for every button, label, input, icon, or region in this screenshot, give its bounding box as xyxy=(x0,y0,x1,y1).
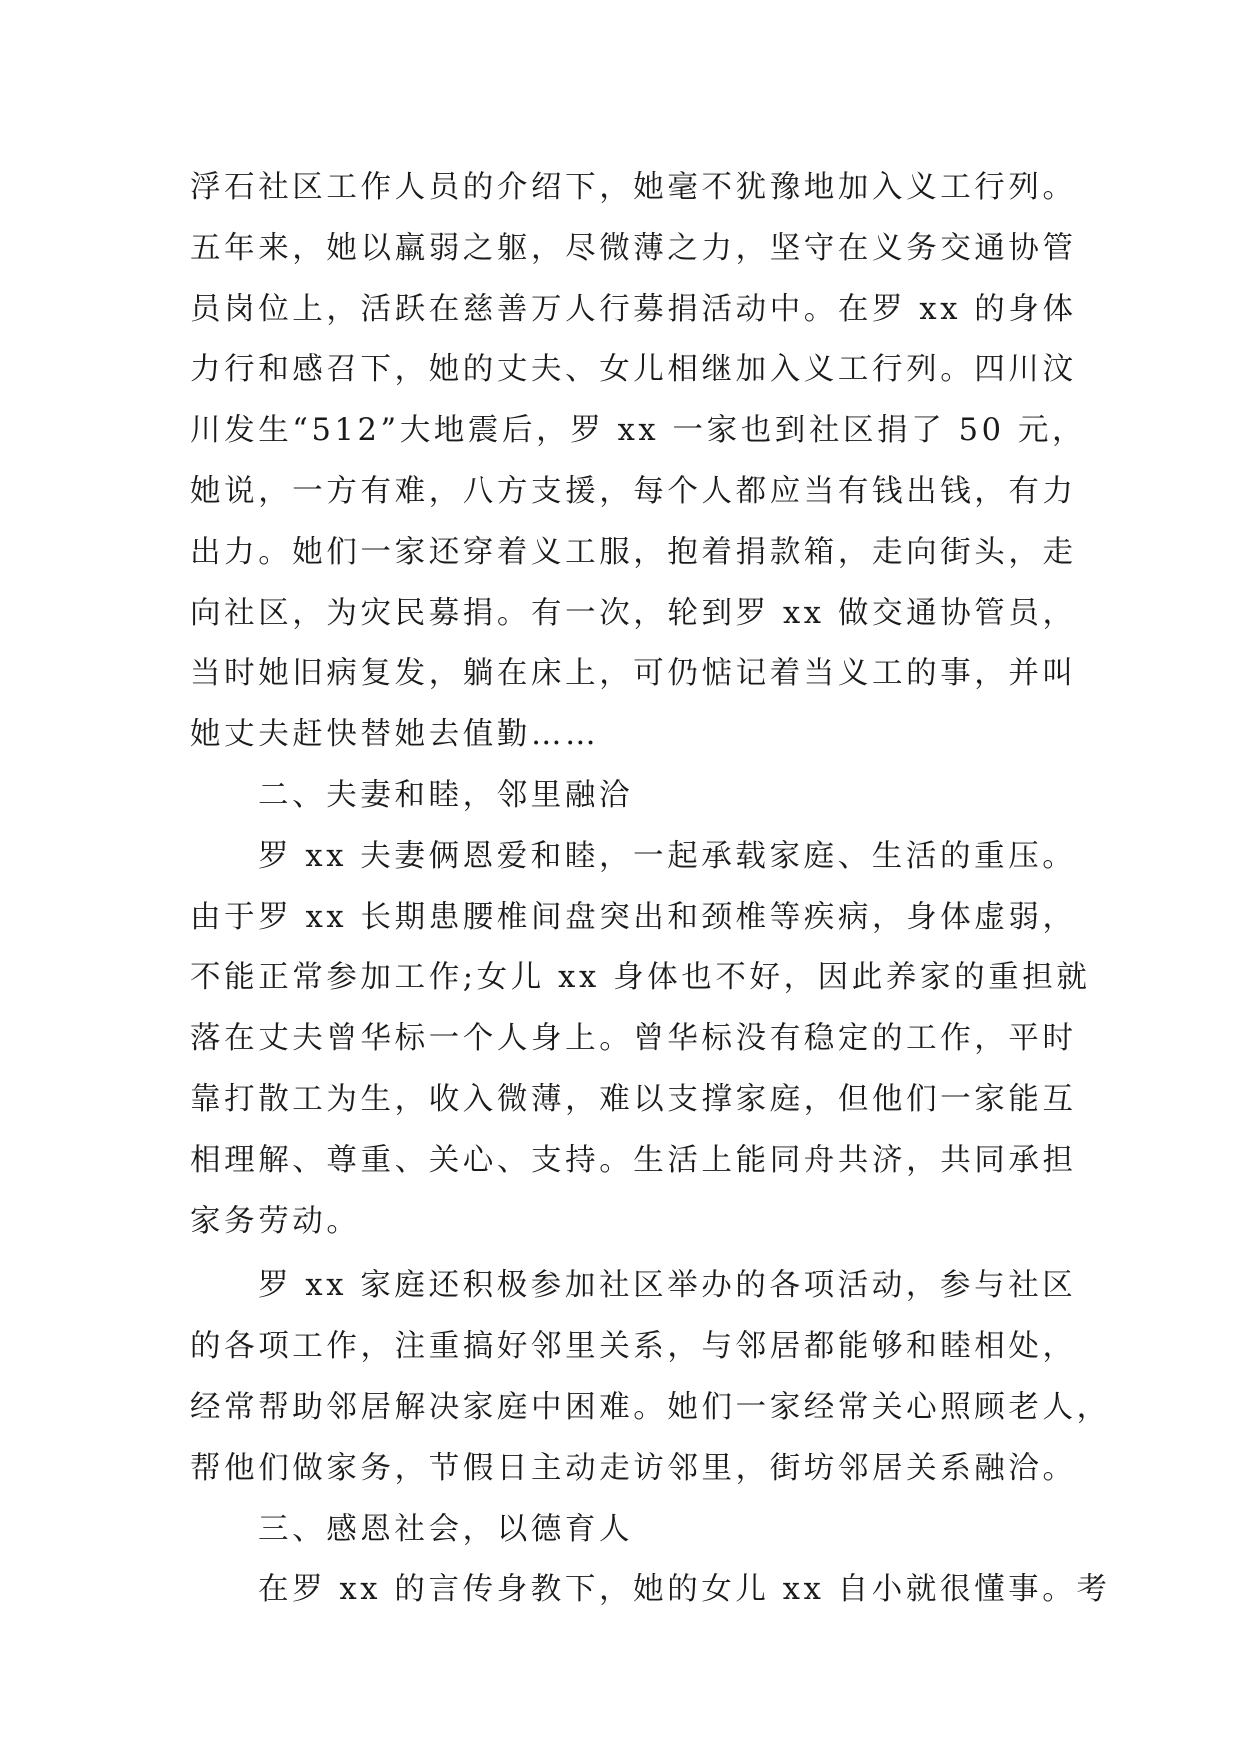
text-line: 川发生“512”大地震后，罗 xx 一家也到社区捐了 50 元， xyxy=(190,413,1087,449)
text-line: 员岗位上，活跃在慈善万人行募捐活动中。在罗 xx 的身体 xyxy=(190,291,1077,327)
text-line: 的各项工作，注重搞好邻里关系，与邻居都能够和睦相处， xyxy=(190,1329,1077,1365)
text-line: 力行和感召下，她的丈夫、女儿相继加入义工行列。四川汶 xyxy=(190,352,1077,388)
text-line: 她丈夫赶快替她去值勤…… xyxy=(190,717,600,753)
text-line: 浮石社区工作人员的介绍下，她毫不犹豫地加入义工行列。 xyxy=(190,170,1077,205)
section-heading: 三、感恩社会，以德育人 xyxy=(258,1511,634,1547)
paragraph-first-line: 在罗 xx 的言传身教下，她的女儿 xx 自小就很懂事。考 xyxy=(258,1572,1111,1608)
text-line: 不能正常参加工作;女儿 xx 身体也不好，因此养家的重担就 xyxy=(190,960,1091,996)
paragraph-first-line: 罗 xx 夫妻俩恩爱和睦，一起承载家庭、生活的重压。 xyxy=(258,838,1077,874)
text-line: 向社区，为灾民募捐。有一次，轮到罗 xx 做交通协管员， xyxy=(190,595,1077,631)
text-line: 靠打散工为生，收入微薄，难以支撑家庭，但他们一家能互 xyxy=(190,1081,1077,1117)
text-line: 她说，一方有难，八方支援，每个人都应当有钱出钱，有力 xyxy=(190,473,1077,509)
section-heading: 二、夫妻和睦，邻里融洽 xyxy=(258,777,634,813)
text-line: 出力。她们一家还穿着义工服，抱着捐款箱，走向街头，走 xyxy=(190,534,1077,570)
text-line: 当时她旧病复发，躺在床上，可仍惦记着当义工的事，并叫 xyxy=(190,656,1077,692)
document-body xyxy=(190,158,1111,1621)
text-line: 家务劳动。 xyxy=(190,1203,361,1239)
text-line: 相理解、尊重、关心、支持。生活上能同舟共济，共同承担 xyxy=(190,1142,1077,1178)
text-line: 落在丈夫曾华标一个人身上。曾华标没有稳定的工作，平时 xyxy=(190,1021,1077,1057)
text-line: 帮他们做家务，节假日主动走访邻里，街坊邻居关系融洽。 xyxy=(190,1450,1077,1486)
paragraph-first-line: 罗 xx 家庭还积极参加社区举办的各项活动，参与社区 xyxy=(258,1268,1077,1304)
text-line: 经常帮助邻居解决家庭中困难。她们一家经常关心照顾老人， xyxy=(190,1389,1111,1425)
text-line: 五年来，她以羸弱之躯，尽微薄之力，坚守在义务交通协管 xyxy=(190,230,1077,266)
text-line: 由于罗 xx 长期患腰椎间盘突出和颈椎等疾病，身体虚弱， xyxy=(190,899,1077,935)
